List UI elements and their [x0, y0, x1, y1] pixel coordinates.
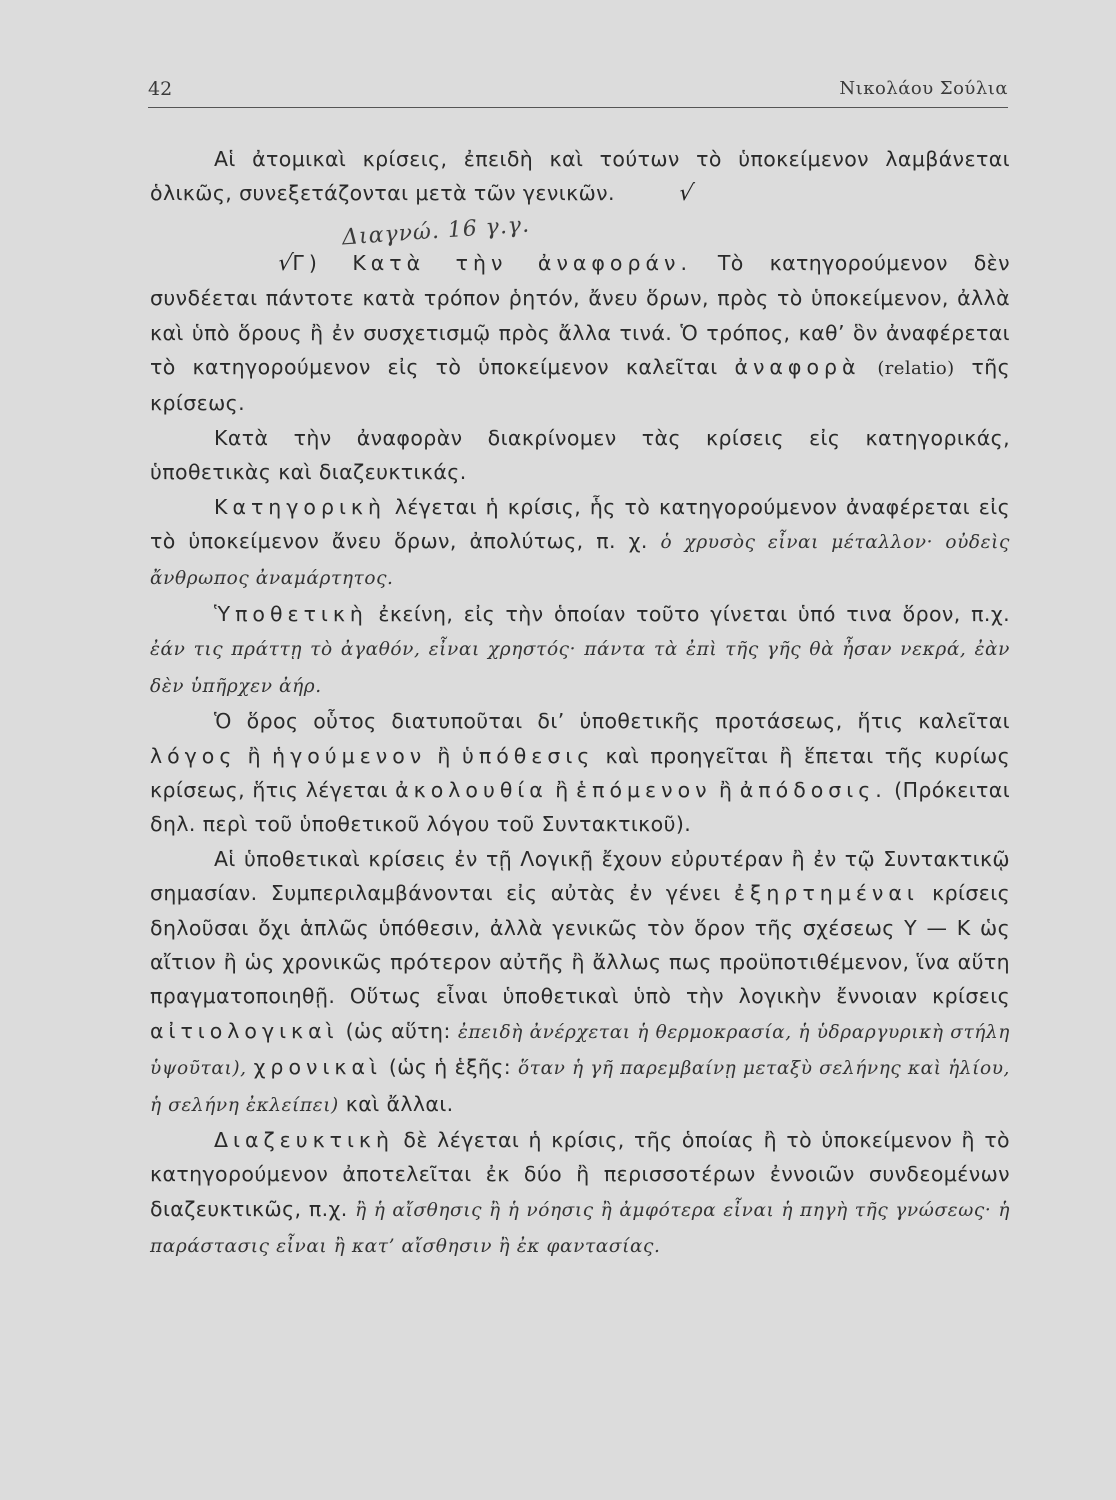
- paragraph-text: (ὡς ἡ ἑξῆς:: [388, 1055, 512, 1080]
- term-anafora: ἀναφορὰ: [734, 355, 861, 380]
- paragraph-text: κρίσεις δηλοῦσαι ὄχι ἁπλῶς ὑπόθεσιν, ἀλλὰ γενικῶς τὸν ὅρον τῆς σχέσεως Υ — Κ ὡς αἴτιον ἢ ὡς χρονικῶς πρότερον αὐτῆς ἢ ἄλλως πως προϋποτιθέμενον, ἵνα αὕτη πραγματοποιηθῇ. Οὕτως εἶναι ὑποθετικαὶ ὑπὸ τὴν λογικὴν ἔννοιαν κρίσεις: [150, 881, 1011, 1009]
- paragraph-text: τῆς κρίσεως.: [150, 355, 1011, 416]
- term-disjunctive: Διαζευκτικὴ: [214, 1127, 395, 1152]
- handwritten-note: Διαγνώ. 16 γ.γ.: [341, 212, 531, 251]
- paragraph-condition: [150, 704, 1010, 842]
- paragraph-categorical: [150, 490, 1010, 597]
- paragraph-text: ἐκείνη, εἰς τὴν ὁποίαν τοῦτο γίνεται ὑπό τινα ὅρον, π.χ.: [378, 601, 1010, 626]
- term-aitiologikai: αἰτιολογικαὶ: [150, 1018, 339, 1043]
- paragraph-text: (Πρόκειται δηλ. περὶ τοῦ ὑποθετικοῦ λόγου τοῦ Συντακτικοῦ).: [150, 777, 1011, 837]
- page-body: [150, 142, 1010, 1265]
- header-rule: [148, 107, 1008, 108]
- paragraph-text: λέγεται ἡ κρίσις, ἧς τὸ κατηγορούμενον ἀναφέρεται εἰς τὸ ὑποκείμενον ἄνευ ὅρων, ἀπολύτως, π. χ.: [150, 494, 1010, 554]
- paragraph-text: Αἱ ἀτομικαὶ κρίσεις, ἐπειδὴ καὶ τούτων τὸ ὑποκείμενον λαμβάνεται ὁλικῶς, συνεξετάζονται μετὰ τῶν γενικῶν.: [150, 147, 1010, 206]
- example-text: ὅταν ἡ γῆ παρεμβαίνῃ μεταξὺ σελήνης καὶ ἡλίου, ἡ σελήνη ἐκλείπει): [150, 1058, 1011, 1116]
- term-akolouthia: ἀκολουθία: [395, 777, 548, 802]
- paragraph-disjunctive: [150, 1123, 1010, 1265]
- paragraph-text: Ὁ ὅρος οὗτος διατυποῦται δι’ ὑποθετικῆς προτάσεως, ἥτις καλεῖται: [214, 709, 1010, 734]
- paragraph-classification: [150, 421, 1010, 490]
- paragraph-hypothetical-logic: [150, 842, 1010, 1123]
- conjunction: ἢ: [555, 777, 569, 802]
- paragraph-individual-judgments: [150, 142, 1010, 212]
- example-text: ἐπειδὴ ἀνέρχεται ἡ θερμοκρασία, ἡ ὑδραργυρικὴ στήλη ὑψοῦται),: [150, 1021, 1010, 1080]
- conjunction: ἢ: [718, 777, 733, 802]
- term-exirtimenai: ἐξηρτημέναι: [733, 881, 919, 906]
- term-categorical: Κατηγορικὴ: [214, 494, 386, 519]
- paragraph-text: Τὸ κατηγορούμενον δὲν συνδέεται πάντοτε κατὰ τρόπον ῥητόν, ἄνευ ὅρων, πρὸς τὸ ὑποκείμενον, ἀλλὰ καὶ ὑπὸ ὅρους ἢ ἐν συσχετισμῷ πρὸς ἄλλα τινά. Ὁ τρόπος, καθ’ ὃν ἀναφέρεται τὸ κατηγορούμενον εἰς τὸ ὑποκείμενον καλεῖται: [150, 250, 1010, 380]
- example-text: ὁ χρυσὸς εἶναι μέταλλον· οὐδεὶς ἄνθρωπος ἀναμάρτητος.: [150, 532, 1010, 590]
- section-heading: Γ) Κατὰ τὴν ἀναφοράν.: [292, 250, 692, 275]
- term-igoumenon: ἡγούμενον: [272, 743, 427, 768]
- check-mark: √: [676, 181, 696, 207]
- term-chronikai: χρονικαὶ: [253, 1055, 382, 1080]
- term-logos: λόγος: [150, 743, 237, 768]
- page-header: [148, 78, 1008, 108]
- paragraph-text: Κατὰ τὴν ἀναφορὰν διακρίνομεν τὰς κρίσεις εἰς κατηγορικάς, ὑποθετικὰς καὶ διαζευκτικάς.: [150, 425, 1010, 485]
- page-number: 42: [148, 78, 173, 100]
- term-apodosis: ἀπόδοσις.: [739, 777, 887, 802]
- conjunction: ἢ: [247, 743, 261, 768]
- example-text: ἐάν τις πράττῃ τὸ ἀγαθόν, εἶναι χρηστός· πάντα τὰ ἐπὶ τῆς γῆς θὰ ἦσαν νεκρά, ἐὰν δὲν ὑπῆρχεν ἀήρ.: [150, 639, 1010, 697]
- term-epomenon: ἑπόμενον: [576, 777, 712, 802]
- paragraph-hypothetical: [150, 597, 1010, 704]
- latin-term: (relatio): [877, 358, 955, 380]
- paragraph-text: (ὡς αὕτη:: [345, 1018, 451, 1043]
- paragraph-text: καὶ προηγεῖται ἢ ἕπεται τῆς κυρίως κρίσεως, ἥτις λέγεται: [150, 743, 1011, 802]
- term-ypothesis: ὑπόθεσις: [462, 743, 595, 768]
- paragraph-text: καὶ ἄλλαι.: [345, 1091, 454, 1116]
- paragraph-text: Αἱ ὑποθετικαὶ κρίσεις ἐν τῇ Λογικῇ ἔχουν εὐρυτέραν ἢ ἐν τῷ Συντακτικῷ σημασίαν. Συμπεριλαμβάνονται εἰς αὐτὰς ἐν γένει: [150, 846, 1010, 906]
- check-mark: √: [275, 250, 295, 276]
- conjunction: ἢ: [437, 743, 451, 768]
- paragraph-text: δὲ λέγεται ἡ κρίσις, τῆς ὁποίας ἢ τὸ ὑποκείμενον ἢ τὸ κατηγορούμενον ἀποτελεῖται ἐκ δύο ἢ περισσοτέρων ἐννοιῶν συνδεομένων διαζευκτικῶς, π.χ.: [150, 1127, 1010, 1221]
- term-hypothetical: Ὑποθετικὴ: [214, 601, 368, 626]
- running-head: Νικολάου Σούλια: [839, 78, 1008, 99]
- paragraph-reference: [150, 246, 1010, 421]
- example-text: ἢ ἡ αἴσθησις ἢ ἡ νόησις ἢ ἀμφότερα εἶναι ἡ πηγὴ τῆς γνώσεως· ἡ παράστασις εἶναι ἢ κατ’ αἴσθησιν ἢ ἐκ φαντασίας.: [150, 1199, 1010, 1258]
